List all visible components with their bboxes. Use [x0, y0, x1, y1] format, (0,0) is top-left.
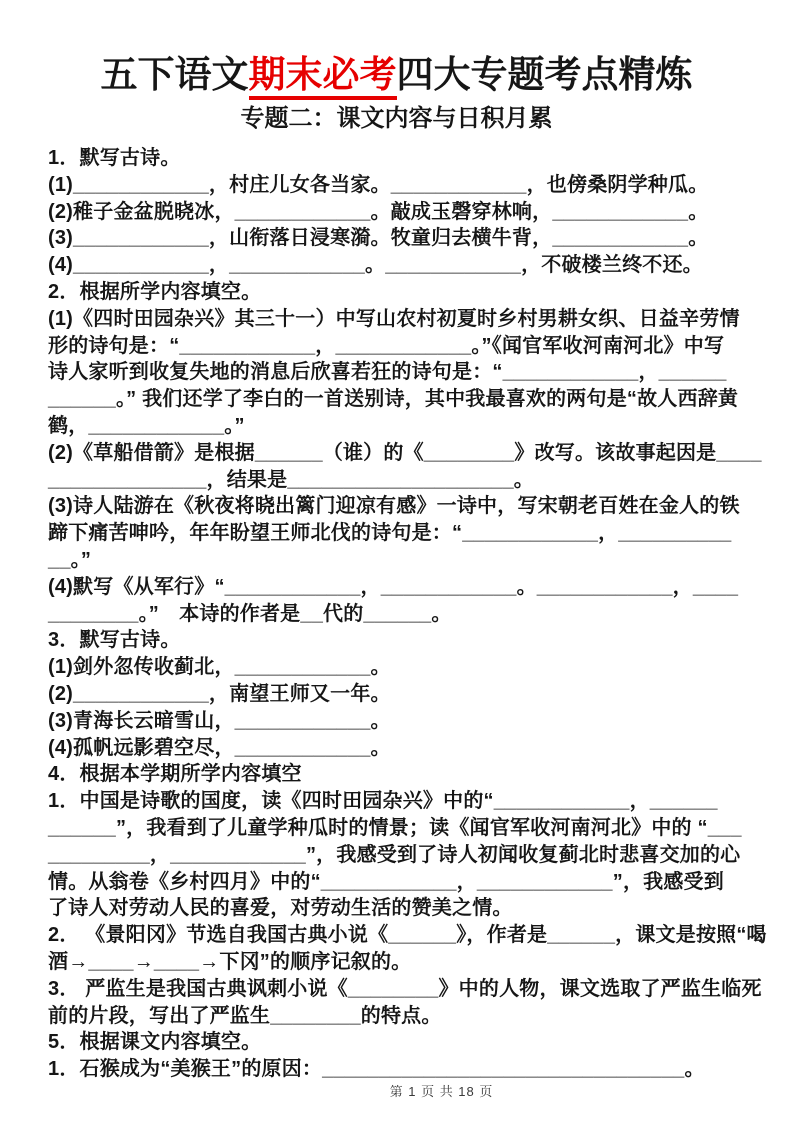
question-line: (3)诗人陆游在《秋夜将晓出篱门迎凉有感》一诗中，写宋朝老百姓在金人的铁	[48, 495, 740, 518]
question-line: ______”，我看到了儿童学种瓜时的情景；读《闻官军收河南河北》中的 “___	[48, 816, 742, 839]
question-line: ______________，结果是____________________。	[48, 468, 534, 491]
question-line: 1．中国是诗歌的国度，读《四时田园杂兴》中的“____________，______	[48, 790, 718, 813]
section-2-heading: 2．根据所学内容填空。	[48, 280, 262, 303]
page-number-footer: 第 1 页 共 18 页	[389, 1084, 494, 1099]
question-line: 形的诗句是：“____________，____________。”《闻官军收河南河北》中写	[48, 334, 725, 357]
section-3-heading: 3．默写古诗。	[48, 629, 181, 652]
question-line: 蹄下痛苦呻吟，年年盼望王师北伐的诗句是：“____________，__________	[48, 522, 732, 545]
question-line: ______。” 我们还学了李白的一首送别诗，其中我最喜欢的两句是“故人西辞黄	[48, 388, 739, 411]
question-line: (3)青海长云暗雪山，____________。	[48, 709, 391, 732]
page-title	[0, 0, 793, 100]
question-line: (2)《草船借箭》是根据______（谁）的《________》改写。该故事起因是____	[48, 441, 762, 464]
question-line: 3． 严监生是我国古典讽刺小说《________》中的人物，课文选取了严监生临死	[48, 977, 762, 1000]
question-line: (3)____________，山衔落日浸寒漪。牧童归去横牛背，____________。	[48, 227, 709, 250]
question-line: (1)剑外忽传收蓟北，____________。	[48, 656, 391, 679]
question-line: 鹤，____________。”	[48, 414, 245, 437]
question-line: ________。” 本诗的作者是__代的______。	[48, 602, 452, 625]
question-line: (2)____________，南望王师又一年。	[48, 682, 391, 705]
question-line: (2)稚子金盆脱晓冰，____________。敲成玉磬穿林响，____________。	[48, 200, 709, 223]
title-post: 四大专题考点精炼	[396, 54, 693, 95]
title-pre: 五下语文	[100, 54, 249, 95]
question-line: (1)____________，村庄儿女各当家。____________，也傍桑阴学种瓜。	[48, 173, 709, 196]
question-line: _________，____________”，我感受到了诗人初闻收复蓟北时悲喜交加的心	[48, 843, 741, 866]
question-line: 诗人家听到收复失地的消息后欣喜若狂的诗句是：“____________，______	[48, 361, 727, 384]
page-subtitle: 专题二：课文内容与日积月累	[240, 105, 553, 132]
section-1-heading: 1．默写古诗。	[48, 147, 181, 169]
question-line: __。”	[48, 548, 92, 571]
question-line: (4)孤帆远影碧空尽，____________。	[48, 736, 391, 759]
question-line: 情。从翁卷《乡村四月》中的“____________，____________”，我感受到	[48, 870, 724, 893]
worksheet-body	[48, 145, 767, 1083]
question-line: 1．石猴成为“美猴王”的原因：________________________________。	[48, 1058, 705, 1081]
question-line: (4)默写《从军行》“____________，____________。____________，____	[48, 575, 739, 598]
section-5-heading: 5．根据课文内容填空。	[48, 1031, 262, 1054]
title-highlight: 期末必考	[249, 54, 397, 100]
question-line: 酒→____→____→下冈”的顺序记叙的。	[48, 950, 412, 973]
question-line: 前的片段，写出了严监生________的特点。	[48, 1004, 442, 1027]
question-line: 2． 《景阳冈》节选自我国古典小说《______》，作者是______，课文是按照“喝	[48, 924, 767, 947]
question-line: (4)____________，____________。____________，不破楼兰终不还。	[48, 254, 703, 277]
section-4-heading: 4．根据本学期所学内容填空	[48, 763, 302, 786]
question-line: (1)《四时田园杂兴》其三十一）中写山农村初夏时乡村男耕女织、日益辛劳情	[48, 307, 740, 330]
question-line: 了诗人对劳动人民的喜爱，对劳动生活的赞美之情。	[48, 897, 513, 920]
